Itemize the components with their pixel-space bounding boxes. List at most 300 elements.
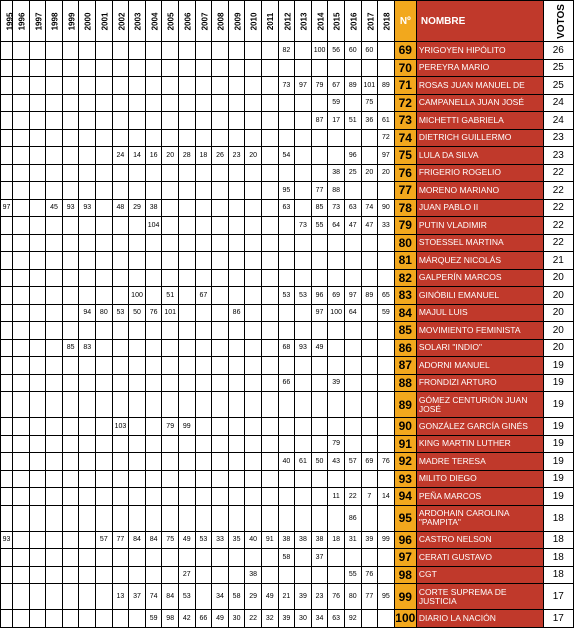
year-cell — [328, 322, 345, 340]
year-cell — [328, 234, 345, 252]
year-cell — [361, 182, 378, 200]
year-cell: 57 — [96, 531, 113, 549]
year-cell — [1, 435, 13, 453]
year-cell — [46, 531, 63, 549]
year-cell — [311, 418, 328, 436]
year-cell — [212, 357, 229, 375]
year-cell — [228, 94, 245, 112]
rank-number: 93 — [394, 470, 416, 488]
year-header-2004: 2004 — [145, 1, 162, 42]
year-cell — [96, 77, 113, 95]
year-cell: 50 — [129, 304, 146, 322]
year-cell — [261, 287, 278, 305]
person-name: CERATI GUSTAVO — [416, 549, 543, 567]
year-cell — [79, 453, 96, 471]
year-cell — [245, 94, 262, 112]
year-cell: 101 — [361, 77, 378, 95]
year-cell — [228, 339, 245, 357]
year-cell — [195, 234, 212, 252]
rank-number: 78 — [394, 199, 416, 217]
year-header-2018: 2018 — [378, 1, 395, 42]
year-cell — [129, 453, 146, 471]
year-cell — [328, 392, 345, 418]
year-cell: 49 — [179, 531, 196, 549]
year-cell — [378, 374, 395, 392]
year-cell: 14 — [129, 147, 146, 165]
year-cell — [62, 59, 79, 77]
year-cell — [311, 252, 328, 270]
year-cell — [162, 392, 179, 418]
year-cell: 29 — [245, 584, 262, 610]
year-cell — [46, 505, 63, 531]
year-cell — [129, 610, 146, 628]
year-cell — [195, 94, 212, 112]
year-cell — [46, 470, 63, 488]
year-cell: 25 — [344, 164, 361, 182]
year-cell — [1, 418, 13, 436]
year-cell — [112, 59, 129, 77]
year-cell: 58 — [278, 549, 295, 567]
year-cell — [13, 59, 30, 77]
year-cell: 72 — [378, 129, 395, 147]
vote-count: 19 — [543, 435, 573, 453]
year-cell — [79, 392, 96, 418]
year-cell — [195, 129, 212, 147]
year-header-2014: 2014 — [311, 1, 328, 42]
year-cell: 97 — [378, 147, 395, 165]
year-cell — [179, 488, 196, 506]
year-cell — [162, 94, 179, 112]
year-cell: 49 — [212, 610, 229, 628]
year-cell: 14 — [378, 488, 395, 506]
year-cell — [145, 77, 162, 95]
year-cell: 83 — [79, 339, 96, 357]
year-cell — [112, 112, 129, 130]
person-name: LULA DA SILVA — [416, 147, 543, 165]
year-cell — [378, 252, 395, 270]
year-cell — [245, 199, 262, 217]
person-name: MICHETTI GABRIELA — [416, 112, 543, 130]
year-cell — [228, 182, 245, 200]
year-cell — [278, 217, 295, 235]
rank-number: 73 — [394, 112, 416, 130]
year-cell — [13, 287, 30, 305]
person-name: MADRE TERESA — [416, 453, 543, 471]
year-cell — [29, 182, 46, 200]
vote-count: 19 — [543, 357, 573, 375]
year-cell — [13, 566, 30, 584]
year-cell — [295, 269, 312, 287]
year-cell — [261, 374, 278, 392]
year-cell: 96 — [311, 287, 328, 305]
year-cell: 89 — [378, 77, 395, 95]
year-cell: 75 — [361, 94, 378, 112]
vote-count: 23 — [543, 147, 573, 165]
year-cell — [378, 610, 395, 628]
year-cell — [195, 252, 212, 270]
year-cell — [295, 392, 312, 418]
year-cell: 92 — [344, 610, 361, 628]
year-cell — [295, 112, 312, 130]
rank-number: 75 — [394, 147, 416, 165]
year-cell — [46, 549, 63, 567]
year-cell — [228, 488, 245, 506]
rank-number: 90 — [394, 418, 416, 436]
year-cell — [344, 470, 361, 488]
year-cell — [129, 470, 146, 488]
year-cell: 39 — [295, 584, 312, 610]
vote-count: 20 — [543, 339, 573, 357]
year-cell — [62, 77, 79, 95]
year-cell — [228, 549, 245, 567]
year-cell — [311, 129, 328, 147]
year-cell — [245, 77, 262, 95]
year-cell — [1, 488, 13, 506]
year-cell: 63 — [344, 199, 361, 217]
year-cell — [311, 470, 328, 488]
year-cell — [29, 418, 46, 436]
year-cell — [195, 182, 212, 200]
year-cell — [13, 94, 30, 112]
year-cell — [195, 59, 212, 77]
vote-count: 24 — [543, 94, 573, 112]
year-cell: 38 — [295, 531, 312, 549]
year-cell — [13, 418, 30, 436]
year-cell — [79, 566, 96, 584]
year-cell: 39 — [361, 531, 378, 549]
year-cell — [195, 435, 212, 453]
year-cell — [278, 252, 295, 270]
person-name: PEREYRA MARIO — [416, 59, 543, 77]
year-cell: 91 — [261, 531, 278, 549]
table-row — [1, 470, 574, 488]
year-cell — [195, 199, 212, 217]
year-cell — [62, 252, 79, 270]
year-cell: 76 — [145, 304, 162, 322]
year-cell — [228, 77, 245, 95]
year-cell: 20 — [245, 147, 262, 165]
year-cell — [62, 304, 79, 322]
year-cell — [378, 566, 395, 584]
year-cell: 49 — [311, 339, 328, 357]
rank-number: 72 — [394, 94, 416, 112]
year-cell — [112, 42, 129, 60]
year-cell — [1, 164, 13, 182]
year-cell — [112, 164, 129, 182]
year-cell — [79, 129, 96, 147]
year-cell: 64 — [328, 217, 345, 235]
year-cell — [46, 304, 63, 322]
year-cell — [112, 549, 129, 567]
year-cell — [228, 357, 245, 375]
year-cell — [13, 182, 30, 200]
year-cell — [212, 59, 229, 77]
year-cell — [212, 505, 229, 531]
year-cell — [129, 77, 146, 95]
year-cell — [29, 129, 46, 147]
year-cell: 37 — [129, 584, 146, 610]
year-cell — [295, 59, 312, 77]
year-cell: 89 — [361, 287, 378, 305]
year-cell — [245, 59, 262, 77]
year-cell — [245, 252, 262, 270]
year-cell — [129, 357, 146, 375]
year-cell — [62, 269, 79, 287]
year-cell: 55 — [344, 566, 361, 584]
year-cell — [278, 566, 295, 584]
year-cell — [112, 77, 129, 95]
person-name: PUTIN VLADIMIR — [416, 217, 543, 235]
year-cell: 61 — [295, 453, 312, 471]
year-cell — [179, 339, 196, 357]
year-cell — [261, 59, 278, 77]
year-cell: 34 — [311, 610, 328, 628]
year-header-2016: 2016 — [344, 1, 361, 42]
year-cell: 100 — [129, 287, 146, 305]
year-cell — [328, 505, 345, 531]
table-row — [1, 147, 574, 165]
table-row — [1, 182, 574, 200]
year-cell — [228, 374, 245, 392]
year-cell: 103 — [112, 418, 129, 436]
year-cell — [13, 304, 30, 322]
rank-number: 79 — [394, 217, 416, 235]
table-row — [1, 531, 574, 549]
year-cell — [278, 357, 295, 375]
rank-number: 100 — [395, 611, 416, 626]
table-row — [1, 304, 574, 322]
year-cell — [46, 357, 63, 375]
year-cell — [145, 252, 162, 270]
year-cell: 38 — [328, 164, 345, 182]
year-cell — [361, 549, 378, 567]
year-cell: 21 — [278, 584, 295, 610]
year-cell — [129, 339, 146, 357]
year-cell — [129, 418, 146, 436]
year-cell — [261, 304, 278, 322]
year-cell — [179, 470, 196, 488]
year-cell: 76 — [378, 453, 395, 471]
year-cell — [378, 59, 395, 77]
year-cell: 60 — [344, 42, 361, 60]
table-row — [1, 339, 574, 357]
year-header-2009: 2009 — [228, 1, 245, 42]
year-cell — [295, 147, 312, 165]
year-cell: 49 — [261, 584, 278, 610]
year-cell — [245, 374, 262, 392]
year-cell: 55 — [311, 217, 328, 235]
year-cell — [112, 339, 129, 357]
year-cell — [295, 129, 312, 147]
table-row — [1, 488, 574, 506]
vote-count: 22 — [543, 164, 573, 182]
year-cell — [311, 59, 328, 77]
year-cell — [361, 392, 378, 418]
rank-number: 83 — [394, 287, 416, 305]
year-cell — [162, 182, 179, 200]
year-cell — [344, 269, 361, 287]
year-cell — [261, 252, 278, 270]
year-cell — [62, 505, 79, 531]
year-cell — [29, 505, 46, 531]
year-cell — [145, 453, 162, 471]
year-cell — [145, 129, 162, 147]
year-cell — [261, 435, 278, 453]
year-cell: 99 — [179, 418, 196, 436]
year-cell — [96, 287, 113, 305]
year-cell — [13, 147, 30, 165]
year-cell — [278, 322, 295, 340]
year-cell — [361, 234, 378, 252]
year-cell — [13, 217, 30, 235]
year-cell — [112, 566, 129, 584]
rank-number: 95 — [394, 505, 416, 531]
year-cell — [112, 453, 129, 471]
year-cell — [13, 549, 30, 567]
year-cell — [344, 182, 361, 200]
year-cell: 40 — [245, 531, 262, 549]
year-cell — [295, 164, 312, 182]
year-cell — [1, 549, 13, 567]
year-cell — [311, 147, 328, 165]
year-cell — [295, 435, 312, 453]
year-cell: 93 — [295, 339, 312, 357]
year-cell: 20 — [361, 164, 378, 182]
year-cell — [261, 129, 278, 147]
year-header-1996: 1996 — [13, 1, 30, 42]
year-cell — [295, 94, 312, 112]
year-cell — [96, 252, 113, 270]
year-cell — [212, 304, 229, 322]
year-cell — [145, 392, 162, 418]
year-cell — [1, 453, 13, 471]
year-cell — [79, 77, 96, 95]
year-cell — [195, 339, 212, 357]
year-cell — [162, 566, 179, 584]
year-cell — [378, 42, 395, 60]
year-cell: 61 — [378, 112, 395, 130]
year-cell — [145, 287, 162, 305]
year-cell — [145, 59, 162, 77]
year-cell — [378, 418, 395, 436]
year-cell — [378, 339, 395, 357]
table-row — [1, 374, 574, 392]
year-cell — [162, 112, 179, 130]
year-cell — [195, 112, 212, 130]
year-cell: 68 — [278, 339, 295, 357]
year-cell — [344, 234, 361, 252]
rank-number: 84 — [394, 304, 416, 322]
year-cell — [228, 129, 245, 147]
person-name: FRONDIZI ARTURO — [416, 374, 543, 392]
year-cell — [228, 453, 245, 471]
year-cell — [245, 112, 262, 130]
year-cell — [361, 357, 378, 375]
table-row — [1, 549, 574, 567]
year-cell — [62, 129, 79, 147]
year-cell: 30 — [228, 610, 245, 628]
person-name: STOESSEL MARTINA — [416, 234, 543, 252]
year-cell — [46, 112, 63, 130]
year-cell — [378, 435, 395, 453]
year-cell — [212, 182, 229, 200]
year-cell — [311, 488, 328, 506]
year-cell — [328, 339, 345, 357]
year-cell — [29, 77, 46, 95]
year-cell — [1, 357, 13, 375]
year-cell — [228, 112, 245, 130]
year-cell — [245, 269, 262, 287]
year-cell: 40 — [278, 453, 295, 471]
year-cell — [261, 234, 278, 252]
year-cell — [344, 435, 361, 453]
year-cell — [212, 112, 229, 130]
year-cell — [62, 531, 79, 549]
year-cell — [261, 357, 278, 375]
year-cell — [328, 566, 345, 584]
year-cell — [29, 566, 46, 584]
year-cell — [261, 199, 278, 217]
year-cell: 77 — [361, 584, 378, 610]
year-cell: 17 — [328, 112, 345, 130]
year-cell: 97 — [295, 77, 312, 95]
year-cell — [13, 252, 30, 270]
year-cell — [1, 584, 13, 610]
year-cell — [13, 77, 30, 95]
year-cell — [96, 584, 113, 610]
year-cell — [162, 357, 179, 375]
year-cell: 38 — [278, 531, 295, 549]
year-cell — [228, 470, 245, 488]
year-cell — [62, 610, 79, 628]
year-cell — [79, 505, 96, 531]
year-cell — [29, 339, 46, 357]
year-cell: 86 — [344, 505, 361, 531]
rank-number: 85 — [394, 322, 416, 340]
year-cell — [328, 357, 345, 375]
year-cell — [361, 59, 378, 77]
year-cell — [261, 42, 278, 60]
year-cell — [96, 392, 113, 418]
year-cell — [1, 322, 13, 340]
year-cell — [179, 322, 196, 340]
year-cell — [13, 392, 30, 418]
year-cell: 38 — [245, 566, 262, 584]
year-cell: 73 — [295, 217, 312, 235]
vote-count: 19 — [543, 418, 573, 436]
year-cell: 33 — [212, 531, 229, 549]
year-cell: 94 — [79, 304, 96, 322]
year-cell: 29 — [129, 199, 146, 217]
person-name: CAMPANELLA JUAN JOSÉ — [416, 94, 543, 112]
year-cell — [162, 549, 179, 567]
year-cell: 100 — [311, 42, 328, 60]
year-cell — [162, 374, 179, 392]
year-cell — [311, 392, 328, 418]
year-cell — [228, 234, 245, 252]
year-cell — [62, 374, 79, 392]
year-cell: 85 — [62, 339, 79, 357]
year-cell — [1, 610, 13, 628]
year-cell — [228, 199, 245, 217]
year-cell: 69 — [328, 287, 345, 305]
year-cell — [361, 304, 378, 322]
year-cell: 79 — [162, 418, 179, 436]
year-cell — [261, 182, 278, 200]
vote-count: 22 — [543, 199, 573, 217]
year-cell — [179, 217, 196, 235]
year-cell — [295, 566, 312, 584]
